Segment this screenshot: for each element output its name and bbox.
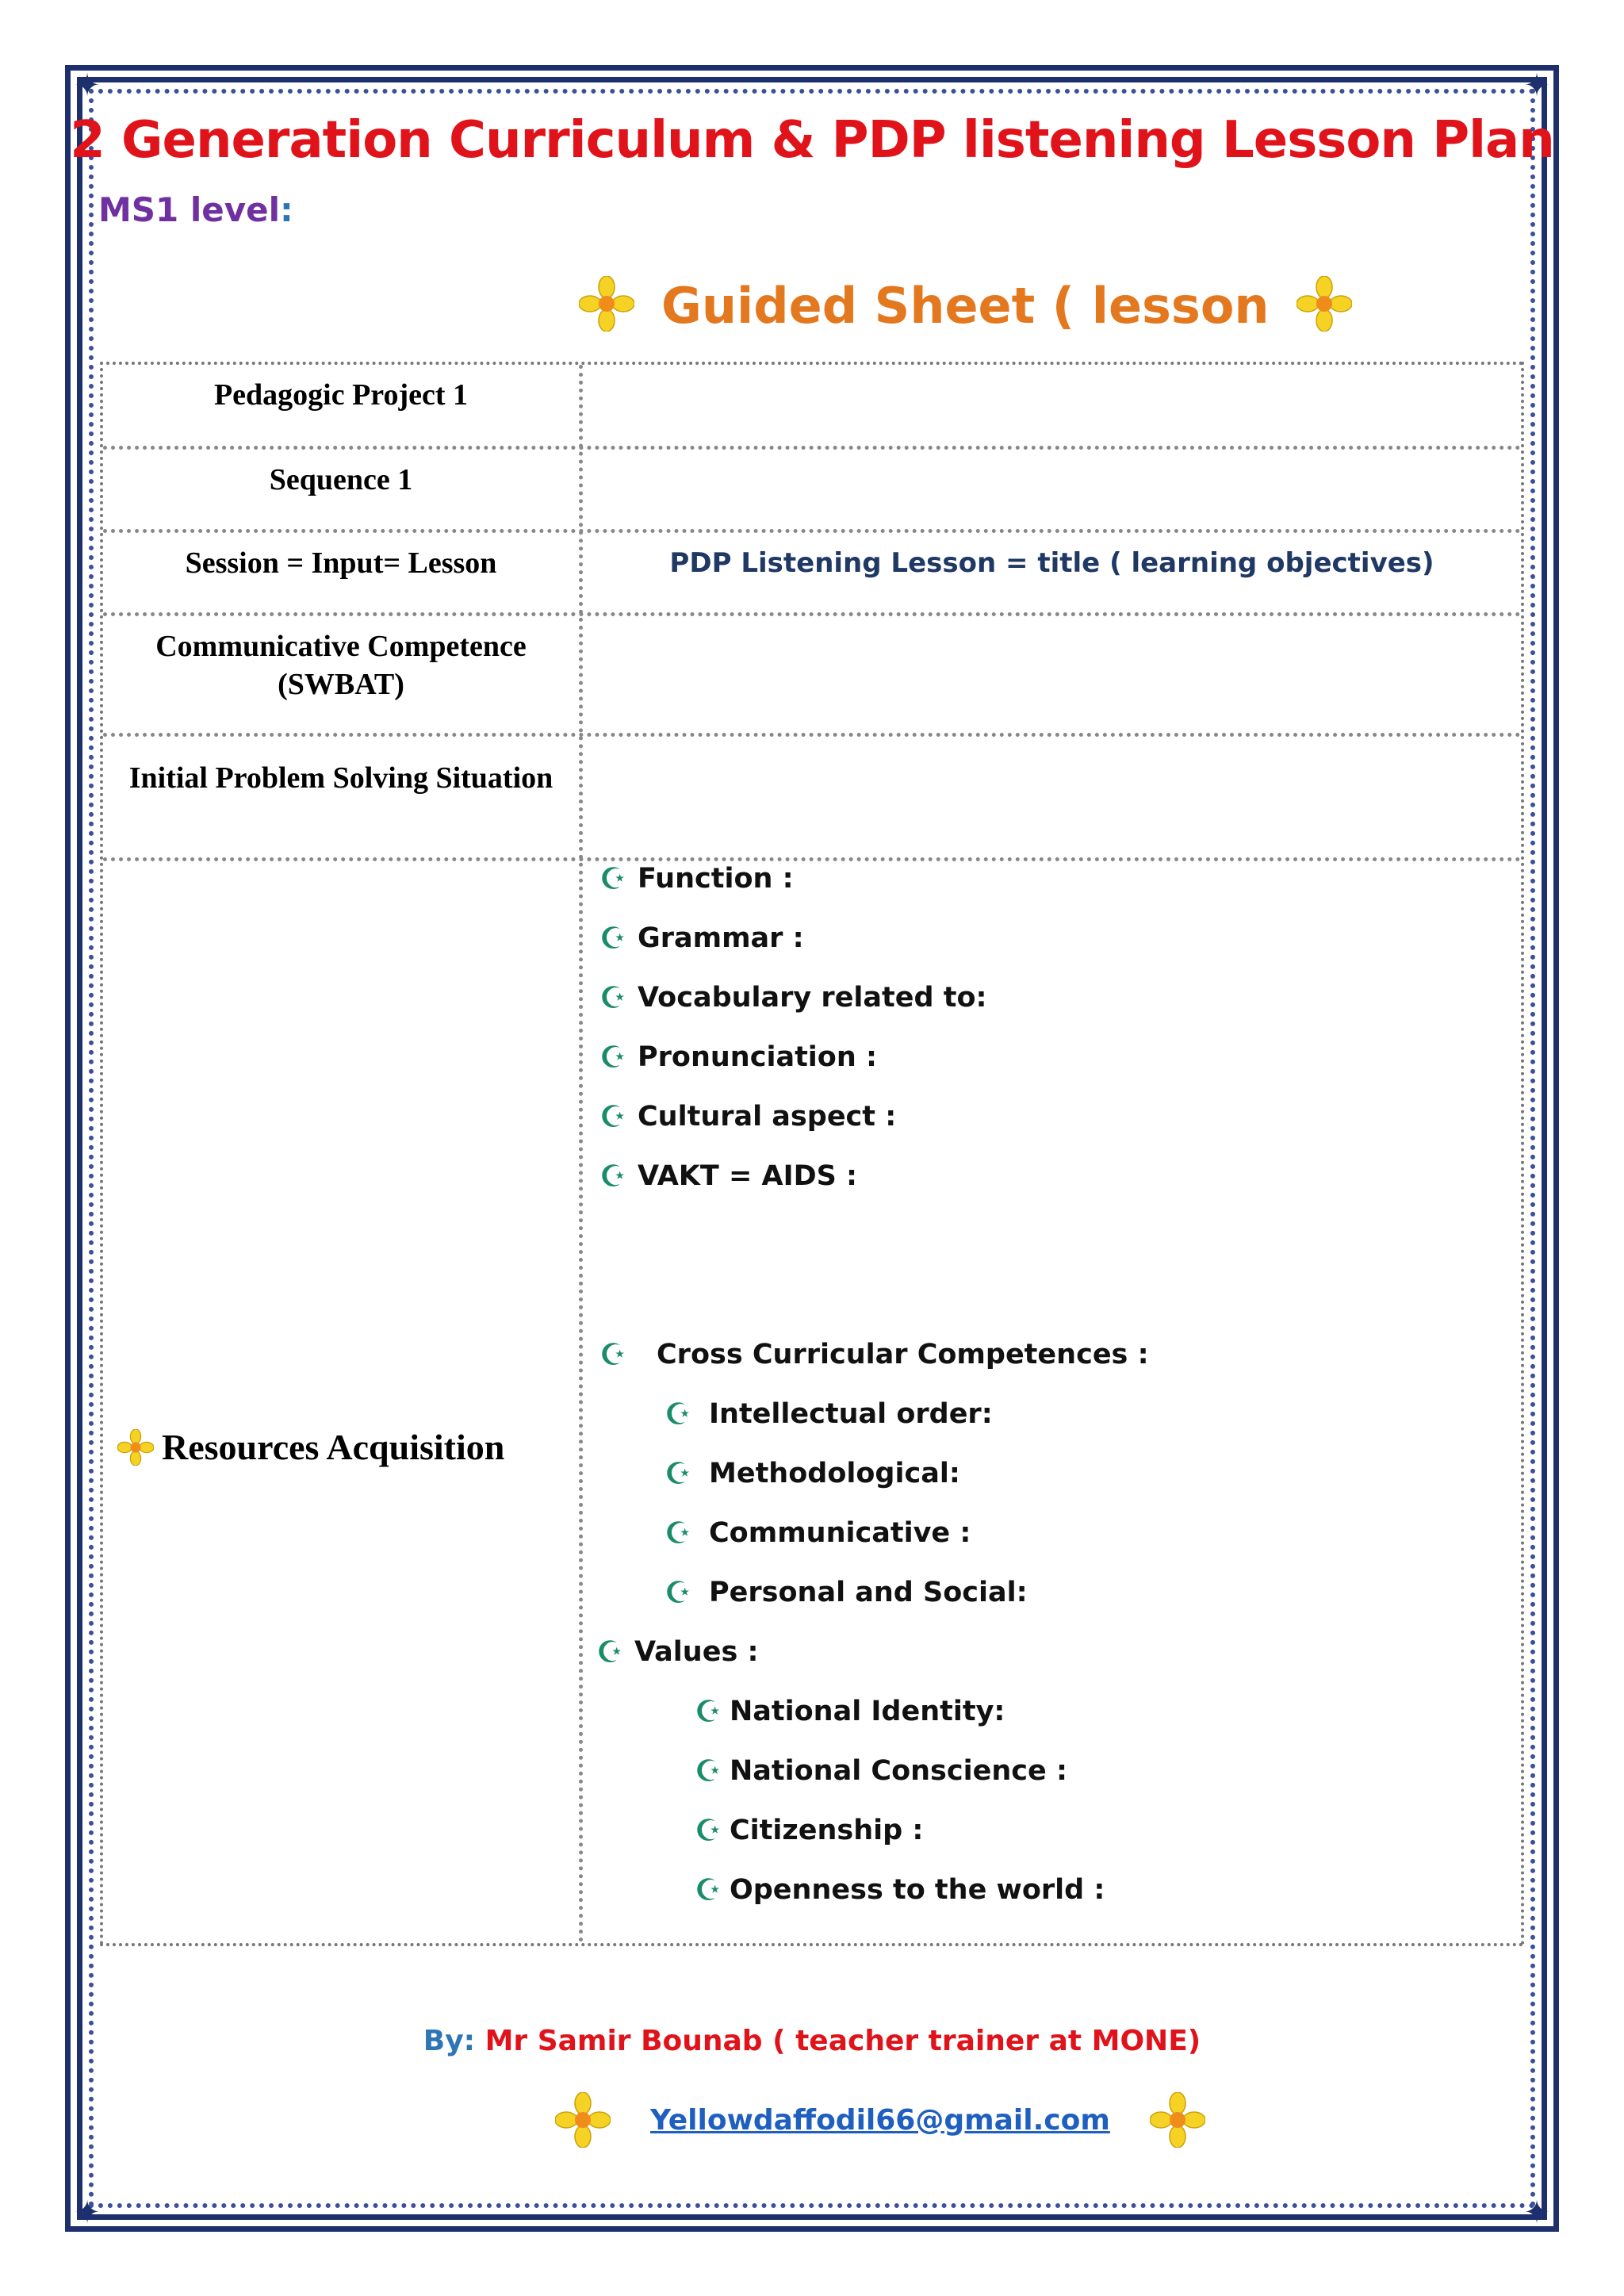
crescent-bullet-icon: ☪ [599,980,627,1015]
list-item-text: Communicative : [709,1517,971,1549]
crescent-bullet-icon: ☪ [665,1397,692,1432]
page-title: 2 Generation Curriculum & PDP listening Lesson Plan [70,111,1554,170]
list-item-text: VAKT = AIDS : [638,1160,858,1192]
list-item-text: Values : [634,1636,759,1668]
crescent-bullet-icon: ☪ [665,1516,692,1550]
list-item [695,1694,1005,1729]
level-text: MS1 level [98,190,281,229]
crescent-bullet-icon: ☪ [599,1159,627,1194]
row-label: Pedagogic Project 1 [213,378,469,412]
by-label: By: [423,2025,476,2057]
list-item [599,1337,1149,1372]
crescent-bullet-icon: ☪ [695,1872,722,1907]
guided-sheet-title: Guided Sheet ( lesson [661,276,1270,335]
crescent-bullet-icon: ☪ [599,1337,627,1372]
list-item-text: Pronunciation : [638,1041,877,1073]
row-label: Sequence 1 [269,463,413,496]
row-value [583,450,1521,529]
list-item-text: Intellectual order: [709,1398,993,1430]
table-row [103,450,1521,533]
list-item-text: Cultural aspect : [638,1101,897,1133]
resources-label [117,1426,504,1468]
table-row [103,616,1521,737]
list-item-text: Cross Curricular Competences : [657,1339,1149,1370]
list-item-text: Grammar : [638,922,804,954]
list-item-text: National Identity: [730,1696,1005,1727]
corner-ornament-icon: ✦ [74,2195,101,2230]
row-value [583,616,1521,733]
list-item [599,1159,857,1194]
crescent-bullet-icon: ☪ [599,861,627,896]
email-link[interactable]: Yellowdaffodil66@gmail.com [650,2103,1110,2137]
crescent-bullet-icon: ☪ [596,1635,624,1669]
table-row-resources [103,861,1521,1946]
table-row [103,365,1521,450]
list-item [599,980,987,1015]
crescent-bullet-icon: ☪ [695,1694,722,1729]
row-value [583,737,1521,857]
author-name: Mr Samir Bounab ( teacher trainer at MONE) [475,2025,1201,2057]
row-value [583,365,1521,446]
list-item [695,1813,923,1848]
daffodil-icon [579,276,634,335]
row-value: PDP Listening Lesson = title ( learning objectives) [669,547,1434,579]
list-item [599,1099,896,1134]
crescent-bullet-icon: ☪ [599,921,627,956]
lesson-plan-table [100,362,1524,1946]
row-label: Communicative Competence (SWBAT) [155,630,527,701]
row-label: Session = Input= Lesson [185,546,497,580]
crescent-bullet-icon: ☪ [665,1456,692,1491]
row-label: Initial Problem Solving Situation [128,761,553,795]
author-credit [0,2025,1624,2057]
list-item [599,921,804,956]
daffodil-icon [1297,276,1352,335]
crescent-bullet-icon: ☪ [599,1099,627,1134]
daffodil-icon [1150,2092,1205,2148]
list-item-text: Vocabulary related to: [638,982,987,1014]
list-item-text: National Conscience : [730,1755,1067,1787]
level-colon: : [280,190,293,229]
resources-label-text: Resources Acquisition [162,1427,505,1467]
crescent-bullet-icon: ☪ [695,1813,722,1848]
list-item [599,861,794,896]
list-item-text: Openness to the world : [730,1874,1105,1906]
guided-sheet-heading [579,270,1352,341]
list-item [665,1456,960,1491]
corner-ornament-icon: ✦ [1523,68,1550,103]
table-row [103,533,1521,616]
list-item [695,1872,1105,1907]
corner-ornament-icon: ✦ [74,68,101,103]
list-item [596,1635,758,1669]
email-line [555,2092,1205,2148]
daffodil-icon [555,2092,611,2148]
list-item [665,1516,971,1550]
list-item [665,1575,1028,1610]
corner-ornament-icon: ✦ [1523,2195,1550,2230]
list-item [599,1040,877,1075]
list-item-text: Personal and Social: [709,1577,1028,1608]
level-label [98,190,293,229]
crescent-bullet-icon: ☪ [665,1575,692,1610]
list-item-text: Methodological: [709,1458,960,1489]
list-item [695,1754,1067,1788]
list-item-text: Citizenship : [730,1815,924,1846]
table-row [103,737,1521,861]
crescent-bullet-icon: ☪ [695,1754,722,1788]
daffodil-icon [117,1429,154,1466]
list-item [665,1397,993,1432]
list-item-text: Function : [638,863,794,895]
crescent-bullet-icon: ☪ [599,1040,627,1075]
